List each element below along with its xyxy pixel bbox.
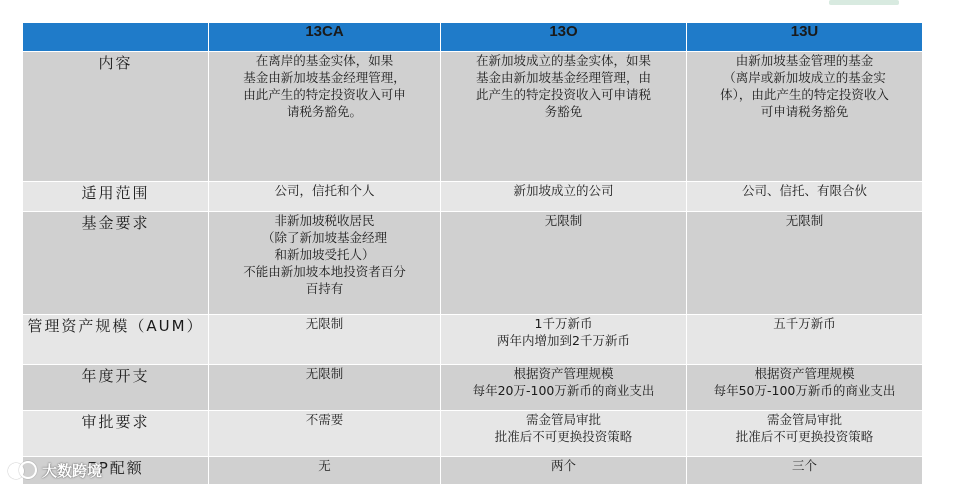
cell-text-line: 每年50万-100万新币的商业支出 xyxy=(713,383,896,398)
cell-ep-quota-13u xyxy=(687,457,923,485)
row-label-content: 内容 xyxy=(23,52,209,182)
cell-text-line: 不能由新加坡本地投资者百分 xyxy=(243,264,406,279)
chat-bubbles-logo-icon xyxy=(8,461,38,481)
top-hint-decoration xyxy=(829,0,899,5)
watermark xyxy=(8,460,102,481)
cell-text-line: 三个 xyxy=(791,458,817,473)
cell-aum-13o xyxy=(441,315,687,365)
cell-text-line: 不需要 xyxy=(305,412,344,427)
cell-fund-requirement-13o xyxy=(441,212,687,315)
cell-text-line: 无限制 xyxy=(785,213,824,228)
cell-aum-13u xyxy=(687,315,923,365)
cell-scope-13o xyxy=(441,182,687,212)
cell-text-line: 在离岸的基金实体，如果 xyxy=(255,53,394,68)
cell-text-line: 百持有 xyxy=(305,281,344,296)
cell-ep-quota-13ca xyxy=(209,457,441,485)
fund-scheme-comparison-table xyxy=(22,22,923,485)
cell-fund-requirement-13u xyxy=(687,212,923,315)
cell-text-line: 批准后不可更换投资策略 xyxy=(735,429,874,444)
top-strip xyxy=(0,0,959,20)
cell-text-line: 无限制 xyxy=(544,213,583,228)
cell-text-line: （离岸或新加坡成立的基金实 xyxy=(723,70,886,85)
cell-text-line: 需金管局审批 xyxy=(525,412,601,427)
cell-text-line: 公司，信托和个人 xyxy=(274,183,375,198)
cell-text-line: 需金管局审批 xyxy=(766,412,842,427)
cell-approval-13ca xyxy=(209,411,441,457)
row-label-aum: 管理资产规模（AUM） xyxy=(23,315,209,365)
cell-text-line: 由此产生的特定投资收入可申 xyxy=(243,87,406,102)
table-row-content xyxy=(23,52,923,182)
cell-text-line: 根据资产管理规模 xyxy=(754,366,855,381)
watermark-text: 大数跨境 xyxy=(42,462,103,480)
table-row-scope xyxy=(23,182,923,212)
cell-content-13ca xyxy=(209,52,441,182)
row-label-approval: 审批要求 xyxy=(23,411,209,457)
cell-ep-quota-13o xyxy=(441,457,687,485)
row-label-ep-quota: EP配额 xyxy=(23,457,209,485)
cell-approval-13u xyxy=(687,411,923,457)
table-row-aum xyxy=(23,315,923,365)
table-row-fund-requirement xyxy=(23,212,923,315)
cell-text-line: 新加坡成立的公司 xyxy=(513,183,614,198)
cell-text-line: 批准后不可更换投资策略 xyxy=(494,429,633,444)
cell-text-line: 两个 xyxy=(550,458,576,473)
table-row-annual-expense xyxy=(23,365,923,411)
table-row-approval xyxy=(23,411,923,457)
cell-text-line: 在新加坡成立的基金实体，如果 xyxy=(475,53,651,68)
cell-text-line: 公司、信托、有限合伙 xyxy=(741,183,867,198)
cell-scope-13ca xyxy=(209,182,441,212)
cell-content-13o xyxy=(441,52,687,182)
table-header-row xyxy=(23,23,923,52)
table-row-ep-quota xyxy=(23,457,923,485)
cell-text-line: 1千万新币 xyxy=(534,316,593,331)
cell-annual-expense-13u xyxy=(687,365,923,411)
cell-annual-expense-13o xyxy=(441,365,687,411)
cell-text-line: 可申请税务豁免 xyxy=(760,104,849,119)
cell-text-line: 体），由此产生的特定投资收入 xyxy=(720,87,889,102)
cell-text-line: 务豁免 xyxy=(544,104,583,119)
cell-text-line: 无限制 xyxy=(305,366,344,381)
header-corner xyxy=(23,23,209,52)
cell-text-line: 非新加坡税收居民 xyxy=(274,213,375,228)
cell-text-line: 和新加坡受托人） xyxy=(274,247,375,262)
row-label-scope: 适用范围 xyxy=(23,182,209,212)
cell-aum-13ca xyxy=(209,315,441,365)
cell-text-line: 基金由新加坡基金经理管理，由 xyxy=(475,70,651,85)
cell-text-line: 由新加坡基金管理的基金 xyxy=(735,53,874,68)
cell-scope-13u xyxy=(687,182,923,212)
cell-text-line: 两年内增加到2千万新币 xyxy=(497,333,630,348)
cell-text-line: 此产生的特定投资收入可申请税 xyxy=(475,87,651,102)
header-13u: 13U xyxy=(687,23,923,52)
cell-text-line: 无 xyxy=(318,458,331,473)
row-label-fund-requirement: 基金要求 xyxy=(23,212,209,315)
cell-approval-13o xyxy=(441,411,687,457)
header-13o: 13O xyxy=(441,23,687,52)
cell-text-line: 每年20万-100万新币的商业支出 xyxy=(472,383,655,398)
cell-text-line: 基金由新加坡基金经理管理， xyxy=(243,70,406,85)
cell-annual-expense-13ca xyxy=(209,365,441,411)
cell-text-line: 五千万新币 xyxy=(773,316,836,331)
cell-content-13u xyxy=(687,52,923,182)
cell-text-line: （除了新加坡基金经理 xyxy=(261,230,387,245)
cell-text-line: 请税务豁免。 xyxy=(286,104,362,119)
row-label-annual-expense: 年度开支 xyxy=(23,365,209,411)
header-13ca: 13CA xyxy=(209,23,441,52)
cell-text-line: 无限制 xyxy=(305,316,344,331)
table-body xyxy=(23,52,923,485)
cell-text-line: 根据资产管理规模 xyxy=(513,366,614,381)
cell-fund-requirement-13ca xyxy=(209,212,441,315)
